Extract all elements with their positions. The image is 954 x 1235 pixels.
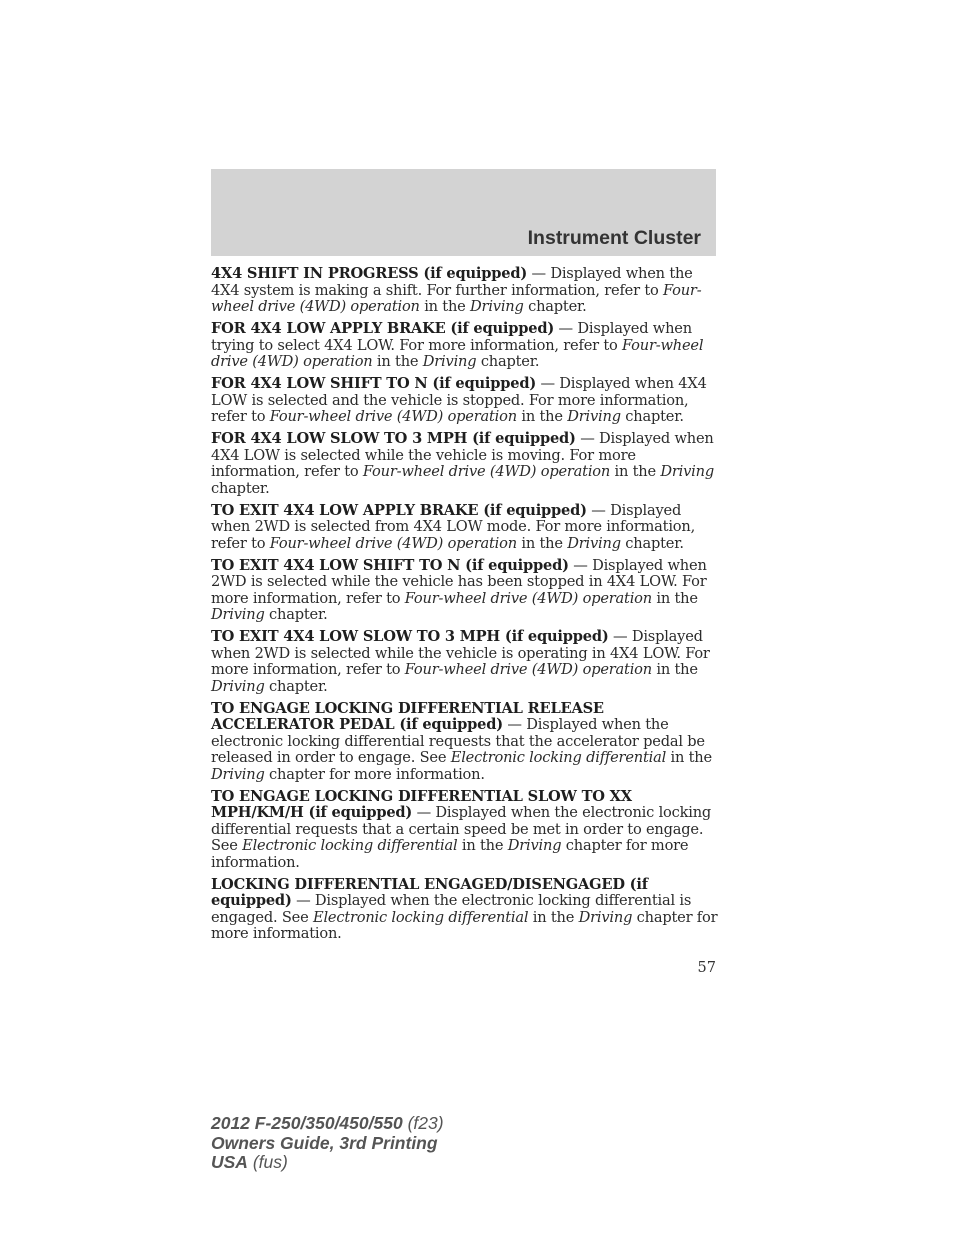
- cross-reference: Electronic locking differential: [313, 908, 529, 926]
- message-description: — Displayed when 4X4 LOW is selected while the vehicle is moving. For more information, refer to: [211, 430, 714, 480]
- message-entry-exit-4x4-low-slow-to-3-mph: [211, 629, 721, 695]
- message-description: — Displayed when 4X4 LOW is selected and the vehicle is stopped. For more information, refer to: [211, 375, 707, 425]
- message-description: — Displayed when the 4X4 system is making a shift. For further information, refer to: [211, 265, 693, 299]
- message-description: in the: [516, 408, 568, 425]
- cross-reference: Four-wheel drive (4WD) operation: [362, 463, 611, 480]
- footer-edition: Owners Guide, 3rd Printing: [211, 1132, 438, 1153]
- message-description: chapter.: [211, 479, 270, 497]
- message-description: in the: [516, 534, 568, 552]
- cross-reference: Four-wheel drive (4WD) operation: [211, 336, 704, 370]
- message-description: chapter.: [264, 677, 328, 695]
- message-description: — Displayed when the electronic locking differential requests that a certain speed be met in order to engage. See: [211, 804, 712, 854]
- message-description: chapter.: [620, 534, 684, 552]
- message-heading: TO EXIT 4X4 LOW SLOW TO 3 MPH (if equipped): [211, 628, 609, 645]
- message-description: in the: [457, 837, 508, 854]
- cross-reference: Four-wheel drive (4WD) operation: [269, 534, 517, 552]
- page-number: 57: [697, 960, 716, 976]
- message-description: chapter for more information.: [264, 765, 485, 783]
- footer-market-code: (fus): [247, 1152, 288, 1172]
- message-description: in the: [419, 298, 471, 315]
- cross-reference: Driving: [211, 677, 265, 695]
- cross-reference: Driving: [470, 298, 524, 315]
- message-description: in the: [666, 749, 712, 766]
- message-heading: TO EXIT 4X4 LOW APPLY BRAKE (if equipped): [211, 501, 587, 519]
- message-description: in the: [372, 353, 423, 370]
- message-entry-exit-4x4-low-shift-to-n: [211, 558, 721, 624]
- message-description: chapter.: [264, 606, 328, 623]
- message-description: in the: [528, 908, 579, 926]
- message-description: — Displayed when 2WD is selected from 4X4 LOW mode. For more information, refer to: [211, 501, 696, 552]
- footer-market-line: [211, 1153, 444, 1173]
- cross-reference: Four-wheel drive (4WD) operation: [269, 408, 517, 425]
- message-heading: FOR 4X4 LOW APPLY BRAKE (if equipped): [211, 320, 555, 337]
- message-heading: 4X4 SHIFT IN PROGRESS (if equipped): [211, 265, 528, 282]
- cross-reference: Driving: [567, 408, 621, 425]
- message-entry-locking-diff-engaged: [211, 877, 721, 943]
- message-description: chapter.: [620, 408, 684, 425]
- footer-model-code: (f23): [402, 1113, 444, 1133]
- cross-reference: Driving: [507, 837, 562, 854]
- message-entry-engage-locking-diff-release-pedal: [211, 701, 721, 784]
- message-description: chapter for more information.: [211, 837, 689, 871]
- message-entry-engage-locking-diff-slow: [211, 789, 721, 872]
- message-heading: TO ENGAGE LOCKING DIFFERENTIAL RELEASE ACCELERATOR PEDAL (if equipped): [211, 699, 604, 733]
- document-footer: [211, 1114, 444, 1173]
- footer-model-line: [211, 1114, 444, 1134]
- message-description: in the: [610, 463, 661, 480]
- cross-reference: Electronic locking differential: [450, 749, 667, 766]
- cross-reference: Driving: [578, 908, 633, 926]
- cross-reference: Driving: [211, 765, 265, 783]
- message-description: in the: [651, 589, 698, 607]
- message-description: chapter for more information.: [211, 908, 718, 942]
- message-entry-for-4x4-low-apply-brake: [211, 321, 721, 371]
- section-header-bar: [211, 169, 716, 256]
- footer-model: 2012 F-250/350/450/550: [211, 1113, 403, 1133]
- message-heading: FOR 4X4 LOW SLOW TO 3 MPH (if equipped): [211, 430, 576, 447]
- message-description: — Displayed when the electronic locking differential requests that the accelerator pedal be released in order to engage. See: [211, 716, 705, 766]
- cross-reference: Driving: [660, 463, 714, 480]
- cross-reference: Driving: [422, 353, 477, 370]
- message-description: — Displayed when the electronic locking differential is engaged. See: [211, 892, 692, 926]
- message-heading: TO ENGAGE LOCKING DIFFERENTIAL SLOW TO XX MPH/KM/H (if equipped): [211, 787, 632, 821]
- cross-reference: Four-wheel drive (4WD) operation: [404, 661, 652, 678]
- message-entry-exit-4x4-low-apply-brake: [211, 503, 721, 553]
- message-entry-for-4x4-low-shift-to-n: [211, 376, 721, 426]
- message-description: chapter.: [523, 298, 587, 315]
- message-heading: LOCKING DIFFERENTIAL ENGAGED/DISENGAGED (if equipped): [211, 875, 648, 909]
- cross-reference: Electronic locking differential: [242, 837, 458, 854]
- cross-reference: Driving: [211, 606, 265, 623]
- section-title: Instrument Cluster: [527, 227, 701, 249]
- footer-edition-line: [211, 1134, 444, 1154]
- message-description: — Displayed when 2WD is selected while the vehicle is operating in 4X4 LOW. For more information, refer to: [211, 628, 710, 678]
- message-description: chapter.: [476, 353, 540, 370]
- body-text: [211, 266, 721, 948]
- message-description: in the: [651, 661, 698, 678]
- message-description: — Displayed when 2WD is selected while the vehicle has been stopped in 4X4 LOW. For more information, refer to: [211, 556, 707, 607]
- message-heading: FOR 4X4 LOW SHIFT TO N (if equipped): [211, 375, 537, 392]
- cross-reference: Four-wheel drive (4WD) operation: [404, 589, 652, 607]
- message-description: — Displayed when trying to select 4X4 LOW. For more information, refer to: [211, 320, 692, 354]
- message-heading: TO EXIT 4X4 LOW SHIFT TO N (if equipped): [211, 556, 569, 574]
- message-entry-for-4x4-low-slow-to-3-mph: [211, 431, 721, 497]
- message-entry-4x4-shift-in-progress: [211, 266, 721, 316]
- cross-reference: Four-wheel drive (4WD) operation: [211, 281, 702, 315]
- cross-reference: Driving: [567, 534, 621, 552]
- footer-market: USA: [211, 1152, 248, 1172]
